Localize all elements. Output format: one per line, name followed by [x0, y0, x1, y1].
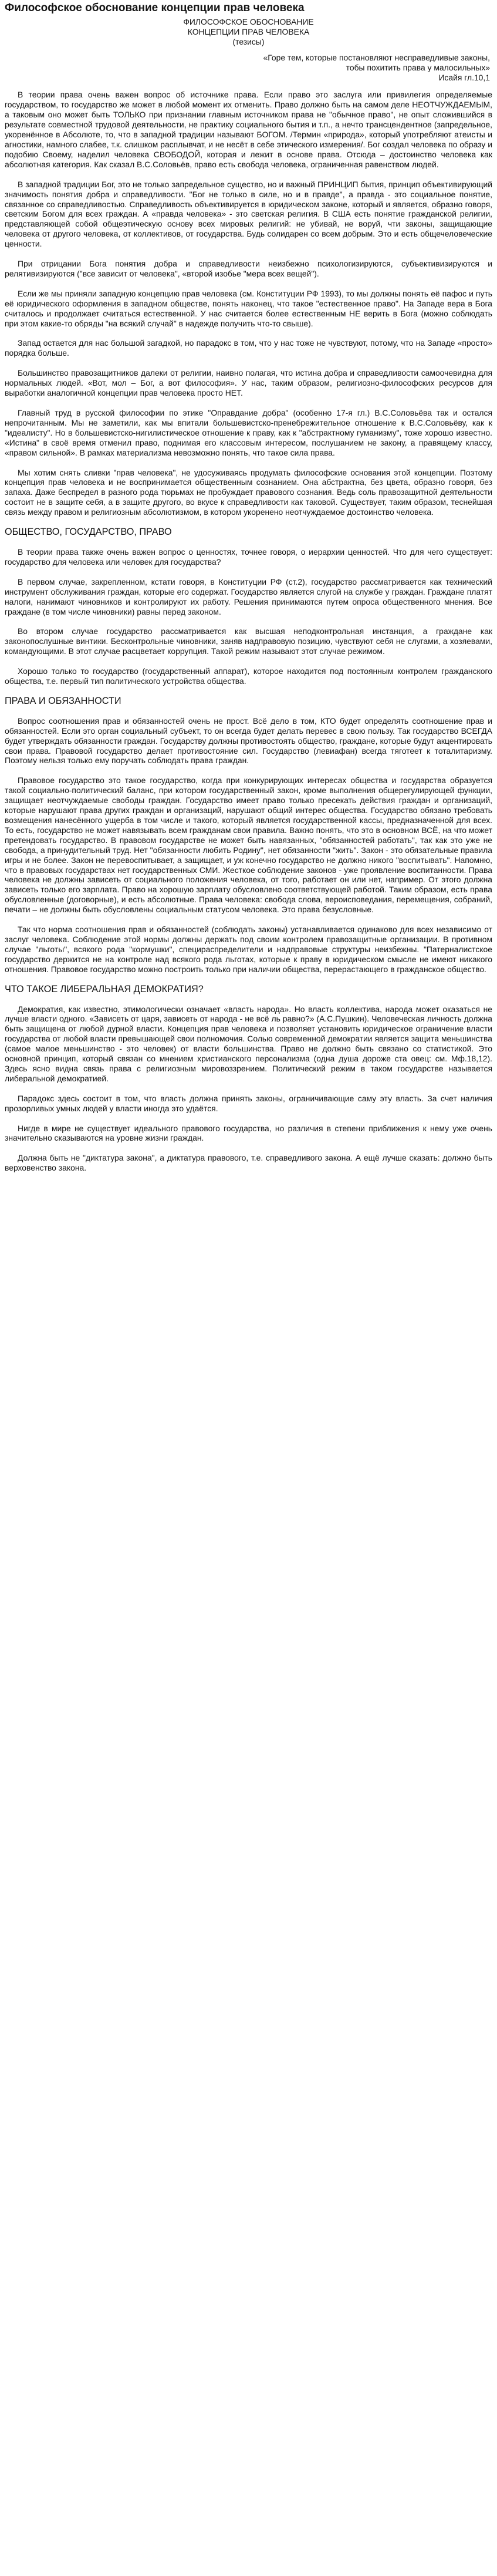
page-title: Философское обоснование концепции прав человека	[5, 2, 305, 14]
spacer	[5, 47, 492, 53]
epigraph-line-1: «Горе тем, которые постановляют несправедливые законы,	[263, 52, 490, 62]
body-paragraph: Главный труд в русской философии по этике "Оправдание добра" (особенно 17-я гл.) В.С.Соловьёва так и остался непрочитанным. Мы не заметили, как мы впитали большевистско-пренебрежительное отношение к В.С.Соловьёву, как к "идеалисту". Но в большевистско-нигилистическое отношение к праву, как к "абстрактному гуманизму", тоже хорошо известно. «Истина" в своё время отменил право, поднимая его классовым интересом, послушанием не закону, а правящему классу, «правом сильной». В рамках материализма невозможно понять, что такое сила права.	[5, 408, 492, 457]
body-paragraph: Нигде в мире не существует идеального правового государства, но различия в степени приближения к нему уже очень значительно сказываются на уровне жизни граждан.	[5, 1123, 492, 1143]
body-paragraph: Правовое государство это такое государство, когда при конкурирующих интересах общества и государства образуется такой социально-политический баланс, при котором государственный закон, кроме выполнения общерегулирующей функции, защищает неотчуждаемые свободы граждан. Государство имеет право только пресекать действия граждан и организаций, которые нарушают права других граждан и организаций, нарушают общий интерес общества. Государство обязано требовать возмещения нанесённого ущерба в том числе и такого, который является государственной кассы, предназначенной для всех. То есть, государство не может навязывать всем гражданам свои правила. Важно понять, что это в основном ВСЁ, на что может претендовать государство. В правовом государстве не может быть навязанных, "обязанностей работать", так как это уже не свобода, а принудительный труд. Нет "обязанности любить Родину", нет обязанности "жить". Закон - это обязательные правила игры и не более. Закон не перевоспитывает, а защищает, и уж конечно государство не должно никого "воспитывать". Напомню, что в правовых государствах нет государственных СМИ. Жесткое соблюдение законов - уже проявление воспитанности. Права человека не должны зависеть от социального положения человека, от того, работает он или нет, например. От этого должна зависеть только его зарплата. Право на хорошую зарплату обусловлено соответствующей работой. Таким образом, есть права обусловленные (договорные), и есть абсолютные. Права человека: свобода слова, вероисповедания, перемещения, собраний, печати – не должны быть обусловлены социальным статусом человека. Это права безусловные.	[5, 776, 492, 915]
body-paragraph: При отрицании Бога понятия добра и справедливости неизбежно психологизируются, субъективизируются и релятивизируются ("все зависит от человека", «второй изобье "мера всех вещей").	[5, 259, 492, 278]
epigraph-signature: Исайя гл.10,1	[438, 72, 490, 82]
section-heading: ПРАВА И ОБЯЗАННОСТИ	[5, 695, 121, 706]
body-paragraph: В первом случае, закрепленном, кстати говоря, в Конституции РФ (ст.2), государство рассматривается как технический инструмент обслуживания граждан, которые его содержат. Государство является слугой на службе у граждан. Граждане платят налоги, нанимают чиновников и контролируют их работу. Решения принимаются путем опроса общественного мнения. Все граждане (в том числе чиновники) равны перед законом.	[5, 576, 492, 616]
epigraph-line-2: тобы похитить права у малосильных»	[346, 62, 490, 72]
section-heading: ЧТО ТАКОЕ ЛИБЕРАЛЬНАЯ ДЕМОКРАТИЯ?	[5, 983, 204, 994]
section-heading: ОБЩЕСТВО, ГОСУДАРСТВО, ПРАВО	[5, 527, 172, 538]
body-paragraph: Запад остается для нас большой загадкой, но парадокс в том, что у нас тоже не чувствуют, потому, что на Западе «просто» порядка больше.	[5, 338, 492, 358]
body-paragraph: Демократия, как известно, этимологически означает «власть народа». Но власть коллектива, народа может оказаться не лучше власти одного. «Зависеть от царя, зависеть от народа - не всё ль равно?» (А.С.Пушкин). Человеческая личность должна быть защищена от любой дурной власти. Концепция прав человека и позволяет установить юридическое ограничение власти государства от любой власти превышающей свои полномочия. Солью современной демократии является защита меньшинства (самое малое меньшинство - это человек) от власти большинства. Право не должно быть связано со статистикой. Это основной принцип, который связан со мнением христианского персонализма (одна душа дороже ста овец: см. Мф.18,12). Здесь ясно видна связь права с религиозным мировоззрением. Политический режим в таком государстве называется либеральной демократией.	[5, 1004, 492, 1083]
body-paragraph: Вопрос соотношения прав и обязанностей очень не прост. Всё дело в том, КТО будет определять соотношение прав и обязанностей. Если это орган социальный субъект, то он всегда будет делать перевес в свою пользу. Так государство ВСЕГДА будет утверждать обязанности граждан. Государству должны противостоять общество, граждане, которые будут акцентировать свои права. Правовой государство делает противостояние сил. Государство (левиафан) всегда тяготеет к тоталитаризму. Поэтому нельзя только ему поручать соблюдать права граждан.	[5, 716, 492, 766]
body-paragraph: Большинство правозащитников далеки от религии, наивно полагая, что истина добра и справедливости самоочевидна для нормальных людей. «Вот, мол – Бог, а вот философия». У нас, таким образом, религиозно-философских ресурсов для выработки аналогичной концепции прав человека просто НЕТ.	[5, 368, 492, 398]
heading-subtitle: (тезисы)	[232, 36, 265, 46]
body-paragraph: В теории права очень важен вопрос об источнике права. Если право это заслуга или привилегия определяемые государством, то государство же может в любой момент их отменить. Право должно быть на самом деле НЕОТЧУЖДАЕМЫМ, а таковым оно может быть ТОЛЬКО при признании главным источником права не "обычное право", не опыт сложившийся в результате совместной трудовой деятельности, не практику социального бытия и т.п., а нечто трансцендентное (запредельное, укоренённое в Абсолюте, то, что в западной традиции называют БОГОМ. /Термин «природа», который употребляют атеисты и агностики, намного слабее, т.к. слишком расплывчат, и не несёт в себе этического измерения/. Бог создал человека по образу и подобию Своему, наделил человека СВОБОДОЙ, которая и лежит в основе права. Отсюда – достоинство человека как абсолютная категория. Как сказал В.С.Соловьёв, право есть свобода человека, ограниченная равенством людей.	[5, 90, 492, 169]
body-paragraph: Мы хотим снять сливки "прав человека", не удосуживаясь продумать философские основания этой концепции. Поэтому концепция прав человека и не воспринимается общественным сознанием. Она абстрактна, без цвета, образно говоря, без запаха. Даже беспредел в разного рода тюрьмах не пробуждает правового сознания. Ведь соль правозащитной деятельности состоит не в защите себя, а в защите другого, во вкусе к справедливости как таковой. Существует, таким образом, теснейшая связь между правом и религиозным абсолютизмом, в котором укоренено неотчуждаемое достоинство человека.	[5, 467, 492, 517]
body-paragraph: Если же мы приняли западную концепцию прав человека (см. Конституции РФ 1993), то мы должны понять её пафос и путь её юридического оформления в западном обществе, понять наконец, что такое "естественное право". На Западе вера в Бога считалось и продолжает считаться естественной. У нас считается более естественным НЕ верить в Бога (можно соблюдать при этом какие-то обряды "на всякий случай" в надежде получить что-то свыше).	[5, 288, 492, 328]
body-paragraph: Должна быть не "диктатура закона", а диктатура правового, т.е. справедливого закона. А ещё лучше сказать: должно быть верховенство закона.	[5, 1153, 492, 1173]
heading-line-2: КОНЦЕПЦИИ ПРАВ ЧЕЛОВЕКА	[187, 26, 310, 36]
heading-line-1: ФИЛОСОФСКОЕ ОБОСНОВАНИЕ	[183, 17, 314, 26]
document-page	[0, 0, 497, 1186]
body-paragraph: Парадокс здесь состоит в том, что власть должна принять законы, ограничивающие саму эту власть. За счет наличия прозорливых умных людей у власти иногда это удаётся.	[5, 1093, 492, 1113]
article-body	[5, 90, 492, 1173]
body-paragraph: В теории права также очень важен вопрос о ценностях, точнее говоря, о иерархии ценностей. Что для чего существует: государство для человека или человек для государства?	[5, 547, 492, 567]
body-paragraph: В западной традиции Бог, это не только запредельное существо, но и важный ПРИНЦИП бытия, принцип объективирующий значимость понятия добра и справедливости. "Бог не только в силе, но и в правде", а правда - это социальное понятие, связанное со справедливостью. Справедливость объективируется в юридическом законе, который и является, образно говоря, светским Богом для всех граждан. А «правда человека» - это светская религия. В США есть понятие гражданской религии, представляющей собой общеэтическую основу всех мировых религий: не убивай, не воруй, чти законы, защищающие человека от другого человека, от коллективов, от государства. Будь солидарен со всем добрым. Это и есть общечеловеческие ценности.	[5, 179, 492, 249]
body-paragraph: Во втором случае государство рассматривается как высшая неподконтрольная инстанция, а граждане как законопослушные винтики. Бесконтрольные чиновники, заняв надправовую позицию, чувствуют себя не слугами, а хозяевами, командующими. В этот случае расцветает коррупция. Такой режим называют этот случае режимом.	[5, 626, 492, 656]
body-paragraph: Хорошо только то государство (государственный аппарат), которое находится под постоянным контролем гражданского общества, т.е. первый тип политического устройства общества.	[5, 666, 492, 686]
body-paragraph: Так что норма соотношения прав и обязанностей (соблюдать законы) устанавливается одинаково для всех независимо от заслуг человека. Соблюдение этой нормы должны держать под своим контролем правозащитные организации. В противном случае "льготы", всякого рода "кормушки", специраспределители и надправовые структуры неизбежны. "Патерналистское государство держится не на контроле над всякого рода льготах, которые к праву в юридическом смысле не имеют никакого отношения. Правовое государство можно построить только при наличии общества, перерастающего в гражданское общество.	[5, 925, 492, 974]
